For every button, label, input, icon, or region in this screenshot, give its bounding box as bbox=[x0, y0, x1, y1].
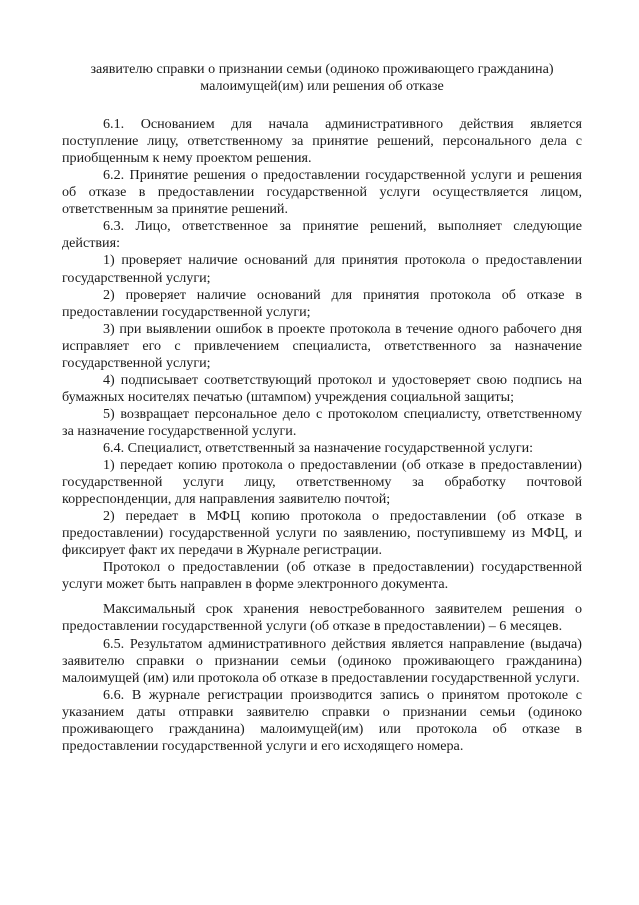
paragraph-6-3-item-4: 4) подписывает соответствующий протокол и удостоверяет свою подпись на бумажных носителях печатью (штампом) учреждения социальной защиты; bbox=[62, 371, 582, 405]
paragraph-6-6: 6.6. В журнале регистрации производится запись о принятом протоколе с указанием даты отправки заявителю справки о признании семьи (одиноко проживающего гражданина) малоимущей(им) или протокола об отказе в предоставлении государственной услуги и его исходящего номера. bbox=[62, 686, 582, 754]
paragraph-6-3-item-3: 3) при выявлении ошибок в проекте протокола в течение одного рабочего дня исправляет его с привлечением специалиста, ответственного за назначение государственной услуги; bbox=[62, 320, 582, 371]
paragraph-protocol-electronic: Протокол о предоставлении (об отказе в предоставлении) государственной услуги может быть направлен в форме электронного документа. bbox=[62, 559, 582, 593]
paragraph-6-1: 6.1. Основанием для начала административного действия является поступление лицу, ответственному за принятие решений, персонального дела с приобщенным к нему проектом решения. bbox=[62, 116, 582, 167]
heading-line-2: малоимущей(им) или решения об отказе bbox=[200, 78, 444, 95]
paragraph-6-5: 6.5. Результатом административного действия является направление (выдача) заявителю справки о признании семьи (одиноко проживающего гражданина) малоимущей (им) или протокола об отказе в предоставлении государственной услуги. bbox=[62, 635, 582, 686]
paragraph-6-4-item-1: 1) передает копию протокола о предоставлении (об отказе в предоставлении) государственной услуги лицу, ответственному за обработку почтовой корреспонденции, для направления заявителю почтой; bbox=[62, 457, 582, 508]
paragraph-6-2: 6.2. Принятие решения о предоставлении государственной услуги и решения об отказе в предоставлении государственной услуги осуществляется лицом, ответственным за принятие решений. bbox=[62, 167, 582, 218]
paragraph-6-4-item-2: 2) передает в МФЦ копию протокола о предоставлении (об отказе в предоставлении) государственной услуги по заявлению, поступившему из МФЦ, и фиксирует факт их передачи в Журнале регистрации. bbox=[62, 508, 582, 559]
paragraph-6-3-item-2: 2) проверяет наличие оснований для принятия протокола об отказе в предоставлении государственной услуги; bbox=[62, 286, 582, 320]
paragraph-6-3: 6.3. Лицо, ответственное за принятие решений, выполняет следующие действия: bbox=[62, 218, 582, 252]
paragraph-6-3-item-1: 1) проверяет наличие оснований для принятия протокола о предоставлении государственной услуги; bbox=[62, 252, 582, 286]
document-page bbox=[62, 61, 582, 755]
paragraph-6-3-item-5: 5) возвращает персональное дело с протоколом специалисту, ответственному за назначение государственной услуги. bbox=[62, 405, 582, 439]
paragraph-storage-term: Максимальный срок хранения невостребованного заявителем решения о предоставлении государственной услуги (об отказе в предоставлении) – 6 месяцев. bbox=[62, 601, 582, 635]
heading-line-1: заявителю справки о признании семьи (одиноко проживающего гражданина) bbox=[90, 61, 554, 77]
section-heading bbox=[62, 61, 582, 95]
paragraph-6-4: 6.4. Специалист, ответственный за назначение государственной услуги: bbox=[103, 439, 534, 456]
